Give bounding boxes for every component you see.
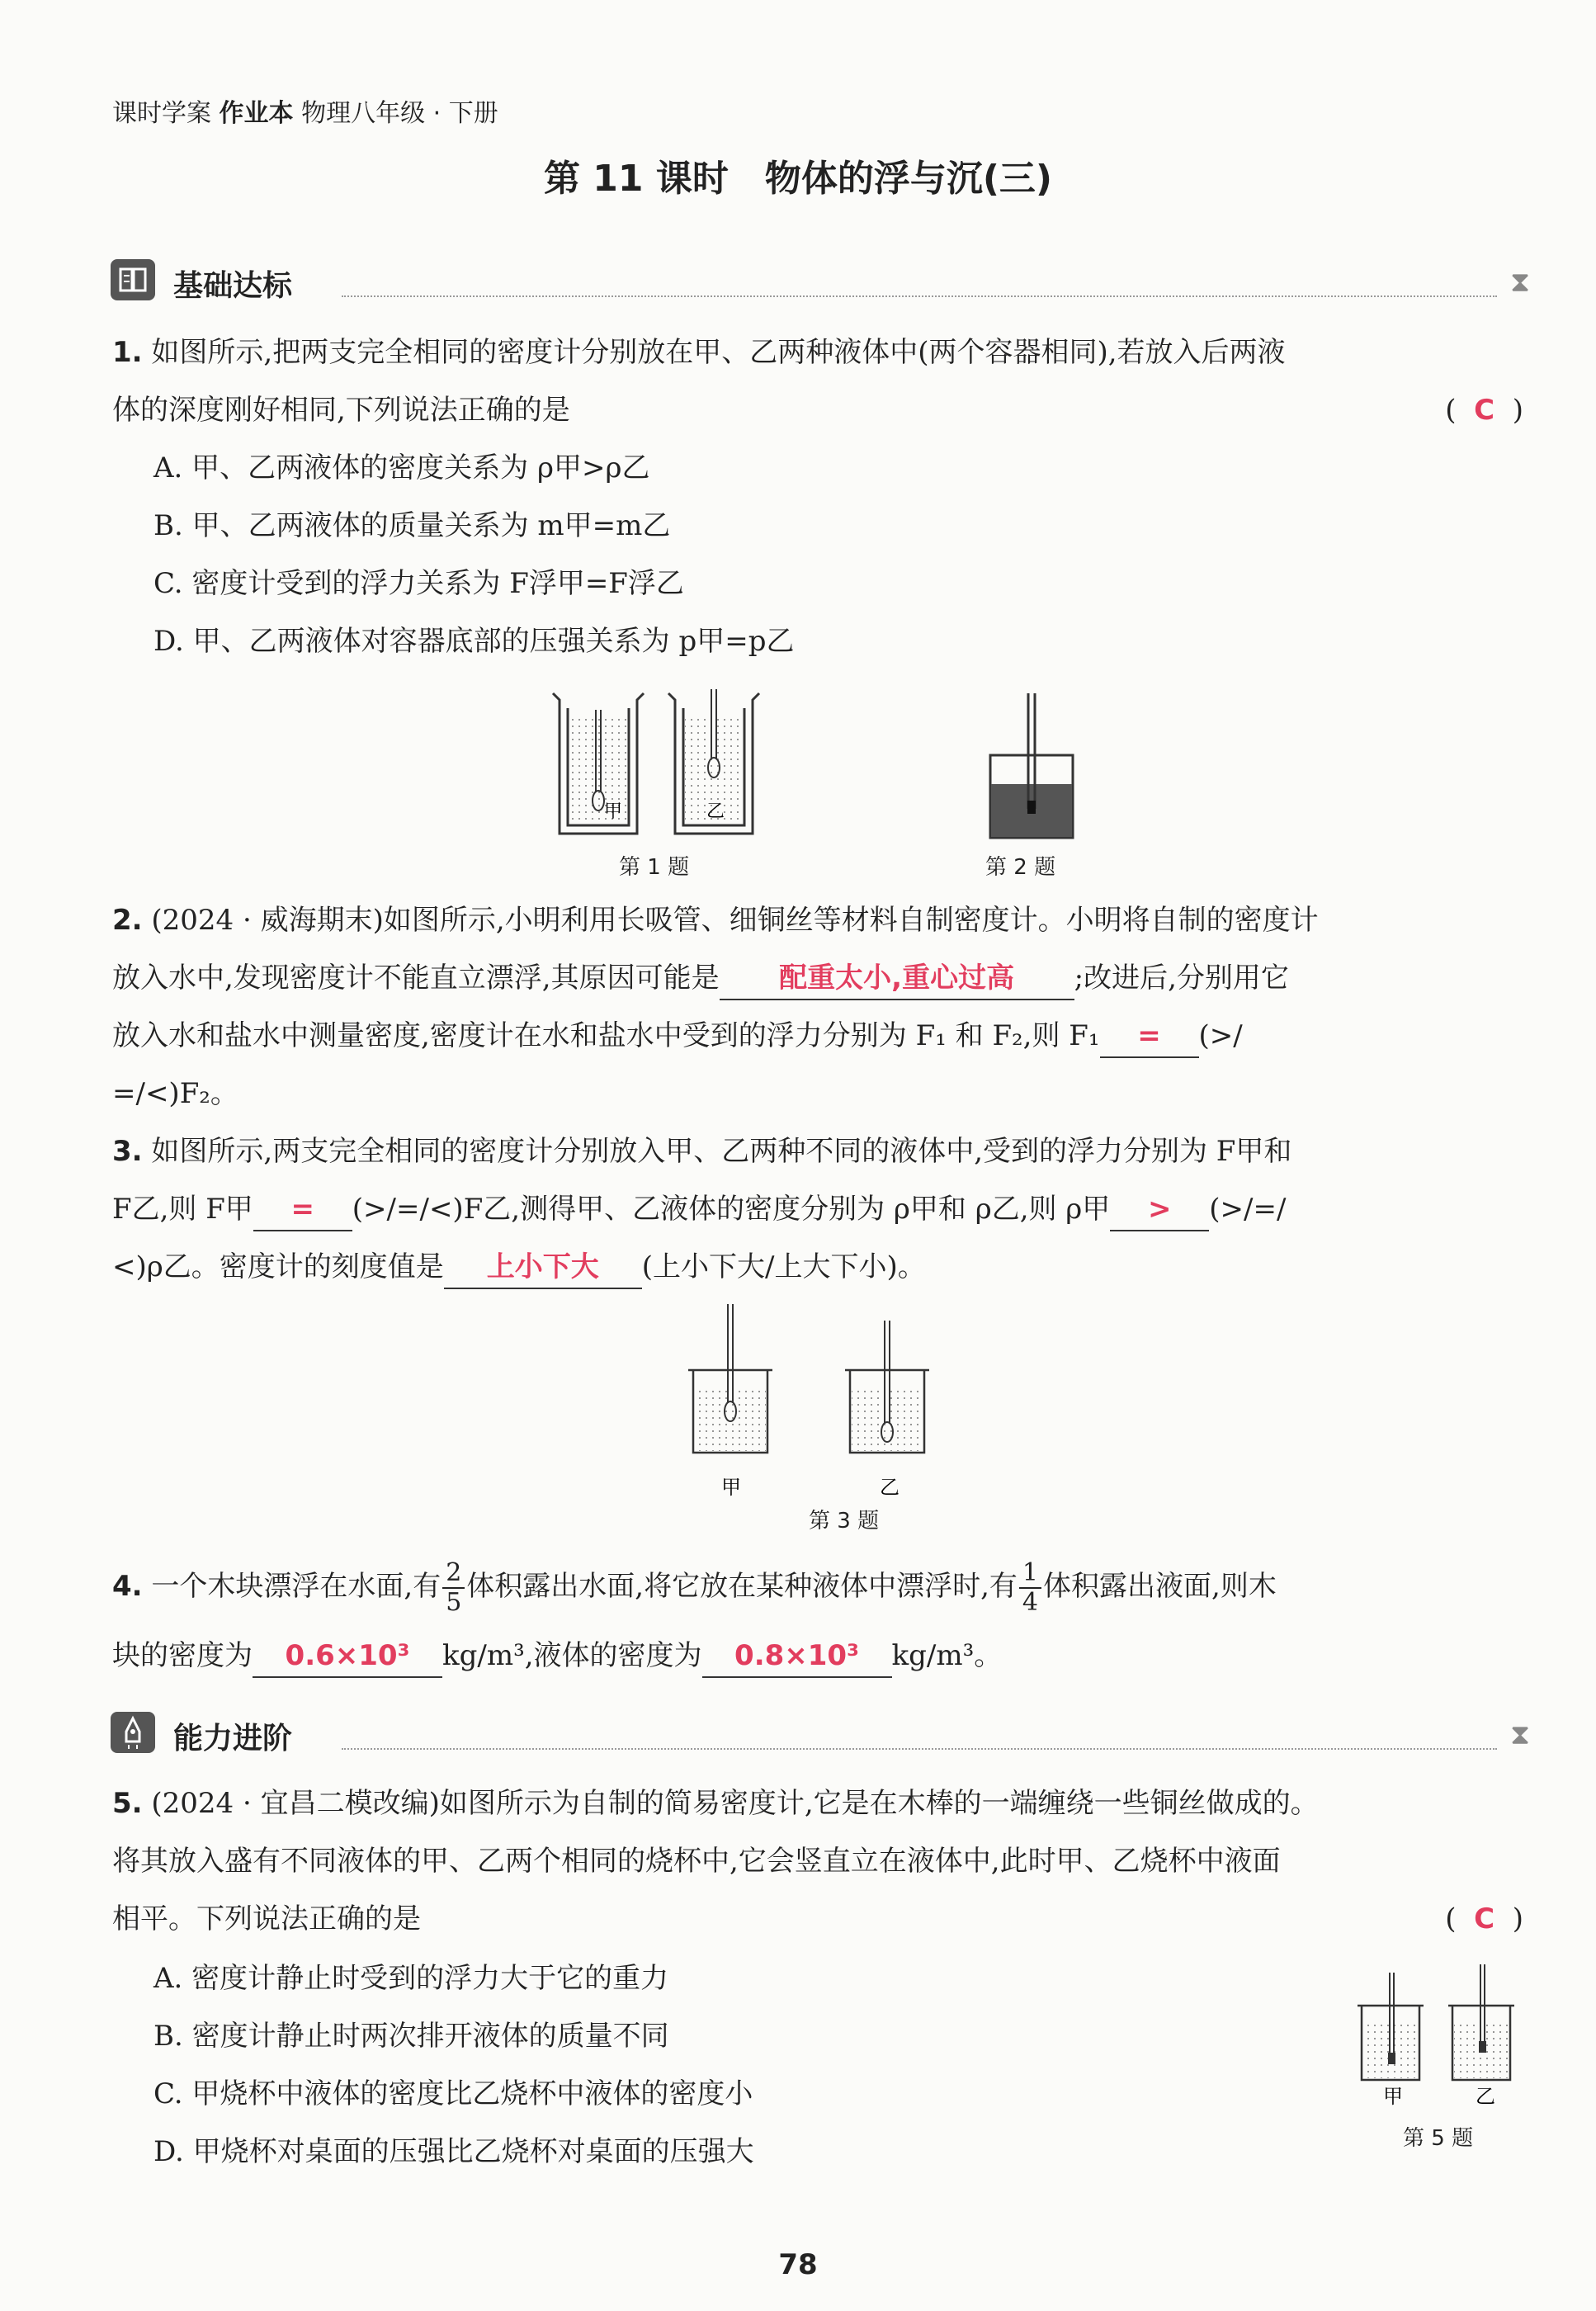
q5-option-c: C. 甲烧杯中液体的密度比乙烧杯中液体的密度小 [153,2077,753,2110]
header-subject: 物理八年级 · 下册 [301,99,498,128]
q4-text-1c: 体积露出液面,则木 [1043,1570,1277,1603]
book-header [112,92,498,129]
q4-text-2c: kg/m³。 [891,1639,1003,1672]
q3-answer-2: > [1148,1193,1172,1226]
q5-text-1: (2024 · 宜昌二模改编)如图所示为自制的简易密度计,它是在木棒的一端缠绕一些铜丝做成的。 [151,1787,1319,1820]
q1-answer: C [1474,394,1495,427]
question-5 [112,1775,1523,1948]
question-1 [112,324,1523,439]
q1-fig-label-a: 甲 [604,801,623,822]
q2-number: 2. [112,904,143,937]
header-book: 作业本 [219,99,294,128]
q3-blank-1 [253,1189,352,1231]
q4-blank-1 [253,1635,442,1678]
q5-text-3: 相平。下列说法正确的是 [112,1902,421,1935]
q5-option-b: B. 密度计静止时两次排开液体的质量不同 [153,2020,669,2053]
question-4 [112,1552,1523,1690]
q4-text-2b: kg/m³,液体的密度为 [442,1639,702,1672]
section-advanced [111,1710,1530,1756]
q5-option-d: D. 甲烧杯对桌面的压强比乙烧杯对桌面的压强大 [153,2135,754,2168]
q1-option-d: D. 甲、乙两液体对容器底部的压强关系为 p甲=p乙 [153,625,795,658]
q4-text-1b: 体积露出水面,将它放在某种液体中漂浮时,有 [466,1570,1018,1603]
question-2 [112,891,1523,1122]
q1-number: 1. [112,336,143,369]
q5-answer: C [1474,1902,1495,1935]
q2-blank-2 [1100,1015,1199,1058]
q1-option-b: B. 甲、乙两液体的质量关系为 m甲=m乙 [153,509,671,542]
q3-answer-3: 上小下大 [486,1250,599,1283]
q1-answer-paren: ( C ) [1445,394,1523,427]
book-icon [111,259,155,300]
q3-text-2b: (>/=/<)F乙,测得甲、乙液体的密度分别为 ρ甲和 ρ乙,则 ρ甲 [352,1193,1111,1226]
q3-blank-2 [1110,1189,1209,1231]
q5-caption: 第 5 题 [1403,2126,1474,2151]
q1-caption: 第 1 题 [619,855,690,880]
q4-fraction-1: $\frac{2}{5}$ [442,1559,465,1617]
q1-fig-label-b: 乙 [706,801,725,822]
section-basic [111,258,1530,304]
q1-text-1: 如图所示,把两支完全相同的密度计分别放在甲、乙两种液体中(两个容器相同),若放入后两液 [151,336,1286,369]
section-divider-2 [342,1748,1497,1750]
q2-answer-2: = [1137,1019,1161,1052]
page-number: 78 [778,2248,818,2281]
q5-figure [1353,1964,1527,2113]
q2-figure [982,693,1081,850]
q3-text-1: 如图所示,两支完全相同的密度计分别放入甲、乙两种不同的液体中,受到的浮力分别为 F甲和 [151,1135,1292,1168]
q2-text-2b: ;改进后,分别用它 [1074,962,1289,995]
q5-text-2: 将其放入盛有不同液体的甲、乙两个相同的烧杯中,它会竖直立在液体中,此时甲、乙烧杯中液面 [112,1845,1281,1878]
q4-text-1a: 一个木块漂浮在水面,有 [151,1570,441,1603]
q3-text-2c: (>/=/ [1209,1193,1287,1226]
q4-number: 4. [112,1570,143,1603]
q3-caption: 第 3 题 [809,1509,880,1534]
hourglass-icon-2: ⧗ [1510,1718,1530,1751]
q3-fig-label-b: 乙 [880,1476,900,1499]
q3-blank-3 [444,1246,642,1289]
q3-number: 3. [112,1135,143,1168]
q4-blank-2 [702,1635,892,1678]
section-basic-label: 基础达标 [173,269,293,303]
q5-option-a: A. 密度计静止时受到的浮力大于它的重力 [153,1962,669,1995]
q2-caption: 第 2 题 [985,855,1056,880]
q5-fig-label-b: 乙 [1476,2085,1495,2108]
q1-option-a: A. 甲、乙两液体的密度关系为 ρ甲>ρ乙 [153,451,650,484]
q1-figure [545,685,784,850]
q2-text-3a: 放入水和盐水中测量密度,密度计在水和盐水中受到的浮力分别为 F₁ 和 F₂,则 F₁ [112,1019,1100,1052]
q5-fig-label-a: 甲 [1383,2085,1403,2108]
q4-answer-2: 0.8×10³ [734,1639,859,1672]
q3-answer-1: = [290,1193,315,1226]
section-divider [342,295,1497,297]
rocket-icon [111,1712,155,1753]
q2-blank-1 [720,957,1074,1000]
q2-text-1: (2024 · 威海期末)如图所示,小明利用长吸管、细铜丝等材料自制密度计。小明将自制的密度计 [151,904,1319,937]
q3-text-3b: (上小下大/上大下小)。 [641,1250,926,1283]
q2-answer-1: 配重太小,重心过高 [779,962,1015,995]
liquid-3a [695,1387,766,1451]
q3-figure [685,1304,966,1502]
q3-text-3a: <)ρ乙。密度计的刻度值是 [112,1250,444,1283]
header-brand: 课时学案 [112,99,211,128]
q2-text-4: =/<)F₂。 [112,1077,238,1110]
q2-copper-wire [1027,801,1036,814]
q2-text-2a: 放入水中,发现密度计不能直立漂浮,其原因可能是 [112,962,720,995]
q3-fig-label-a: 甲 [721,1476,741,1499]
hourglass-icon: ⧗ [1510,266,1530,299]
q3-text-2a: F乙,则 F甲 [112,1193,253,1226]
question-3 [112,1122,1523,1296]
section-advanced-label: 能力进阶 [173,1722,293,1756]
q4-text-2a: 块的密度为 [112,1639,253,1672]
q4-fraction-2: $\frac{1}{4}$ [1019,1559,1041,1617]
q4-answer-1: 0.6×10³ [285,1639,410,1672]
q1-text-2: 体的深度刚好相同,下列说法正确的是 [112,394,570,427]
q5-answer-paren: ( C ) [1445,1902,1523,1935]
q1-option-c: C. 密度计受到的浮力关系为 F浮甲=F浮乙 [153,567,684,600]
q2-text-3b: (>/ [1198,1019,1243,1052]
page-title: 第 11 课时 物体的浮与沉(三) [543,158,1053,200]
q5-number: 5. [112,1787,143,1820]
